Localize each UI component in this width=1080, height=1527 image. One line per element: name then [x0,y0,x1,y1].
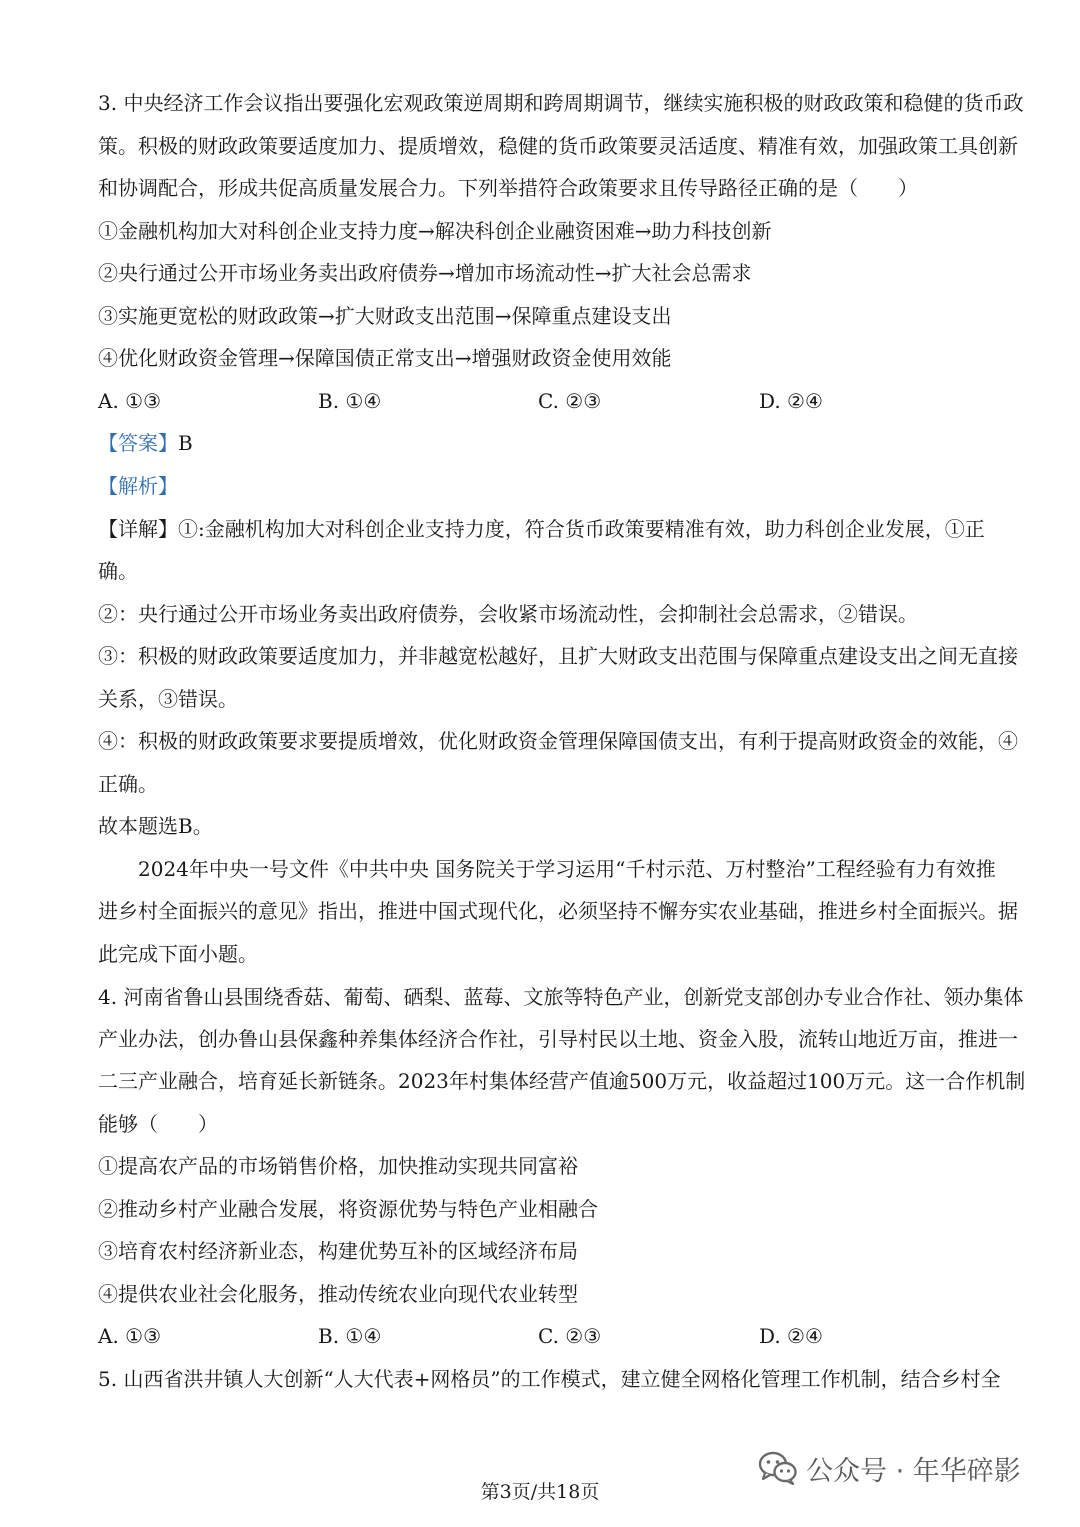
q3-item-2: ②央行通过公开市场业务卖出政府债券→增加市场流动性→扩大社会总需求 [98,261,752,285]
q4-item-4: ④提供农业社会化服务，推动传统农业向现代农业转型 [98,1282,578,1306]
q4-item-2: ②推动乡村产业融合发展，将资源优势与特色产业相融合 [98,1197,598,1221]
q4-stem-line-2: 产业办法，创办鲁山县保鑫种养集体经济合作社，引导村民以土地、资金入股，流转山地近万亩，推进一 [98,1027,1018,1051]
page-footer: 第3页/共18页 [480,1481,600,1503]
q3-item-4: ④优化财政资金管理→保障国债正常支出→增强财政资金使用效能 [98,346,672,370]
q4-option-b: B. ①④ [318,1324,382,1348]
detail-line-5: 关系，③错误。 [98,687,238,711]
detail-line-1 [98,514,998,544]
q3-option-c: C. ②③ [538,389,602,413]
detail-tag: 【详解】 [98,517,178,541]
material-line-1: 2024年中央一号文件《中共中央 国务院关于学习运用“千村示范、万村整治”工程经验有力有效推 [138,857,996,881]
answer-tag: 【答案】 [98,431,178,455]
detail-text-1: ①:金融机构加大对科创企业支持力度，符合货币政策要精准有效，助力科创企业发展，①正 [178,517,985,541]
detail-line-4: ③：积极的财政政策要适度加力，并非越宽松越好，且扩大财政支出范围与保障重点建设支出之间无直接 [98,644,1018,668]
q3-item-3: ③实施更宽松的财政政策→扩大财政支出范围→保障重点建设支出 [98,304,672,328]
q4-option-d: D. ②④ [759,1324,823,1348]
q3-option-b: B. ①④ [318,389,382,413]
q4-item-1: ①提高农产品的市场销售价格，加快推动实现共同富裕 [98,1154,578,1178]
q5-stem-line-1: 5. 山西省洪井镇人大创新“人大代表+网格员”的工作模式，建立健全网格化管理工作机制，结合乡村全 [98,1367,1001,1391]
detail-line-3: ②：央行通过公开市场业务卖出政府债券，会收紧市场流动性，会抑制社会总需求，②错误。 [98,602,918,626]
q4-stem-line-3: 二三产业融合，培育延长新链条。2023年村集体经营产值逾500万元，收益超过100万元。这一合作机制 [98,1069,1026,1093]
q3-stem-line-3: 和协调配合，形成共促高质量发展合力。下列举措符合政策要求且传导路径正确的是（ ） [98,176,918,200]
watermark-text: 公众号 · 年华碎影 [806,1455,1021,1487]
q3-stem-line-2: 策。积极的财政政策要适度加力、提质增效，稳健的货币政策要灵活适度、精准有效，加强政策工具创新 [98,134,1018,158]
q3-option-d: D. ②④ [759,389,823,413]
q3-item-1: ①金融机构加大对科创企业支持力度→解决科创企业融资困难→助力科技创新 [98,219,772,243]
detail-line-8: 故本题选B。 [98,814,213,838]
material-line-3: 此完成下面小题。 [98,942,258,966]
detail-line-2: 确。 [98,559,138,583]
answer-value: B [178,431,193,455]
detail-line-6: ④：积极的财政政策要求要提质增效，优化财政资金管理保障国债支出，有利于提高财政资金的效能，④ [98,729,1018,753]
watermark [758,1448,1021,1488]
detail-line-7: 正确。 [98,772,158,796]
q3-answer-row [98,428,998,458]
q4-option-c: C. ②③ [538,1324,602,1348]
q3-option-a: A. ①③ [98,389,162,413]
wechat-icon [758,1451,798,1485]
q4-item-3: ③培育农村经济新业态，构建优势互补的区域经济布局 [98,1239,578,1263]
q3-stem-line-1: 3. 中央经济工作会议指出要强化宏观政策逆周期和跨周期调节，继续实施积极的财政政策和稳健的货币政 [98,91,1024,115]
analysis-tag: 【解析】 [98,474,178,498]
q4-stem-line-1: 4. 河南省鲁山县围绕香菇、葡萄、硒梨、蓝莓、文旅等特色产业，创新党支部创办专业合作社、领办集体 [98,985,1024,1009]
q4-stem-line-4: 能够（ ） [98,1112,218,1136]
q4-option-a: A. ①③ [98,1324,162,1348]
material-line-2: 进乡村全面振兴的意见》指出，推进中国式现代化，必须坚持不懈夯实农业基础，推进乡村全面振兴。据 [98,899,1018,923]
